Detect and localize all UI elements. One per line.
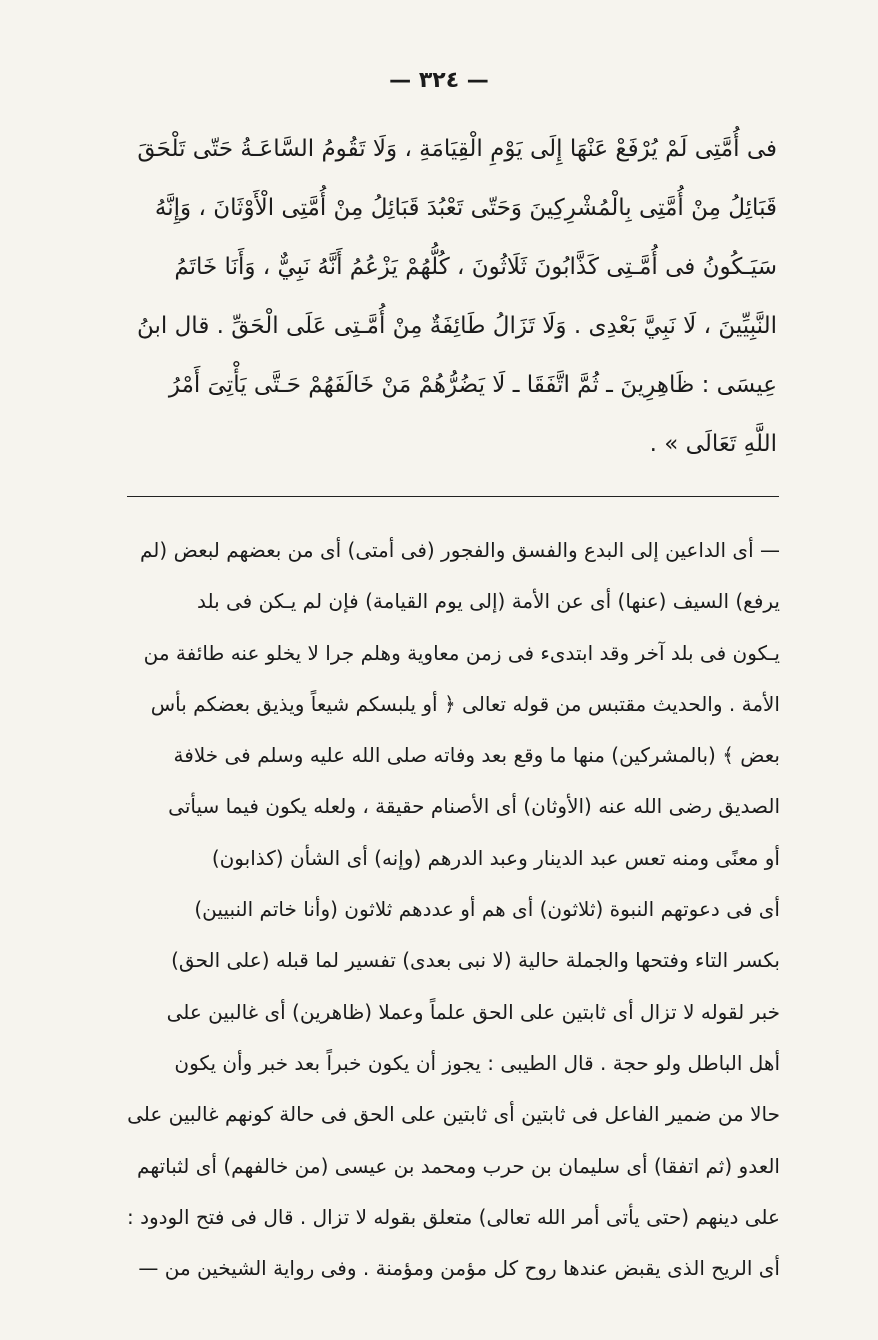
commentary-line: حالا من ضمير الفاعل فى ثابتين أى ثابتين على الحق فى حالة كونهم غالبين على [127, 1102, 780, 1127]
hadith-line: النَّبِيِّينَ ، لَا نَبِيَّ بَعْدِى . وَلَا تَزَالُ طَائِفَةٌ مِنْ أُمَّـتِى عَلَى الْحَقِّ . قال ابنُ [136, 313, 777, 339]
hadith-line: قَبَائِلُ مِنْ أُمَّتِى بِالْمُشْرِكِينَ وَحَتّى تَعْبُدَ قَبَائِلُ مِنْ أُمَّتِى الْأَوْثَانَ ، وَإِنَّهُ [154, 195, 777, 221]
commentary-line: يرفع) السيف (عنها) أى عن الأمة (إلى يوم القيامة) فإن لم يـكن فى بلد [196, 589, 780, 614]
commentary-line: — أى الداعين إلى البدع والفسق والفجور (فى أمتى) أى من بعضهم لبعض (لم [140, 538, 780, 562]
commentary-line: أو معنًى ومنه تعس عبد الدينار وعبد الدرهم (وإنه) أى الشأن (كذابون) [211, 845, 780, 870]
commentary-line: العدو (ثم اتفقا) أى سليمان بن حرب ومحمد بن عيسى (من خالفهم) أى لثباتهم [137, 1153, 780, 1178]
commentary-text [120, 525, 780, 1294]
hadith-line: فى أُمَّتِى لَمْ يُرْفَعْ عَنْهَا إِلَى يَوْمِ الْقِيَامَةِ ، وَلَا تَقُومُ السَّاعَـةُ حَتّى تَلْحَقَ [137, 136, 777, 162]
commentary-line: الأمة . والحديث مقتبس من قوله تعالى ﴿ أو يلبسكم شيعاً ويذيق بعضكم بأس [150, 691, 780, 716]
commentary-line: أى الريح الذى يقبض عندها روح كل مؤمن ومؤمنة . وفى رواية الشيخين من — [138, 1256, 780, 1281]
commentary-line: بكسر التاء وفتحها والجملة حالية (لا نبى بعدى) تفسير لما قبله (على الحق) [171, 948, 780, 973]
commentary-line: على دينهم (حتى يأتى أمر الله تعالى) متعلق بقوله لا تزال . قال فى فتح الودود : [126, 1204, 780, 1229]
hadith-text [122, 120, 777, 474]
commentary-line: يـكون فى بلد آخر وقد ابتدىء فى زمن معاوية وهلم جرا لا يخلو عنه طائفة من [143, 640, 780, 665]
page-number: — ٣٢٤ — [389, 68, 489, 93]
footnote-divider [127, 496, 779, 497]
commentary-line: الصديق رضى الله عنه (الأوثان) أى الأصنام حقيقة ، ولعله يكون فيما سيأتى [168, 794, 780, 819]
hadith-line: اللَّهِ تَعَالَى » . [649, 431, 777, 457]
commentary-line: أهل الباطل ولو حجة . قال الطيبى : يجوز أن يكون خبراً بعد خبر وأن يكون [174, 1050, 780, 1075]
commentary-line: خبر لقوله لا تزال أى ثابتين على الحق علماً وعملا (ظاهرين) أى غالبين على [166, 999, 780, 1024]
commentary-line: بعض ﴾ (بالمشركين) منها ما وقع بعد وفاته صلى الله عليه وسلم فى خلافة [173, 743, 780, 768]
hadith-line: عِيسَى : ظَاهِرِينَ ـ ثُمَّ اتَّفَقَا ـ لَا يَضُرُّهُمْ مَنْ خَالَفَهُمْ حَـتَّى يَأْتِىَ أَمْرُ [168, 372, 777, 398]
hadith-line: سَيَـكُونُ فى أُمَّـتِى كَذَّابُونَ ثَلَاثُونَ ، كُلُّهُمْ يَزْعُمُ أَنَّهُ نَبِيٌّ ، وَأَنَا خَاتَمُ [174, 254, 777, 280]
commentary-line: أى فى دعوتهم النبوة (ثلاثون) أى هم أو عددهم ثلاثون (وأنا خاتم النبيين) [194, 897, 780, 922]
